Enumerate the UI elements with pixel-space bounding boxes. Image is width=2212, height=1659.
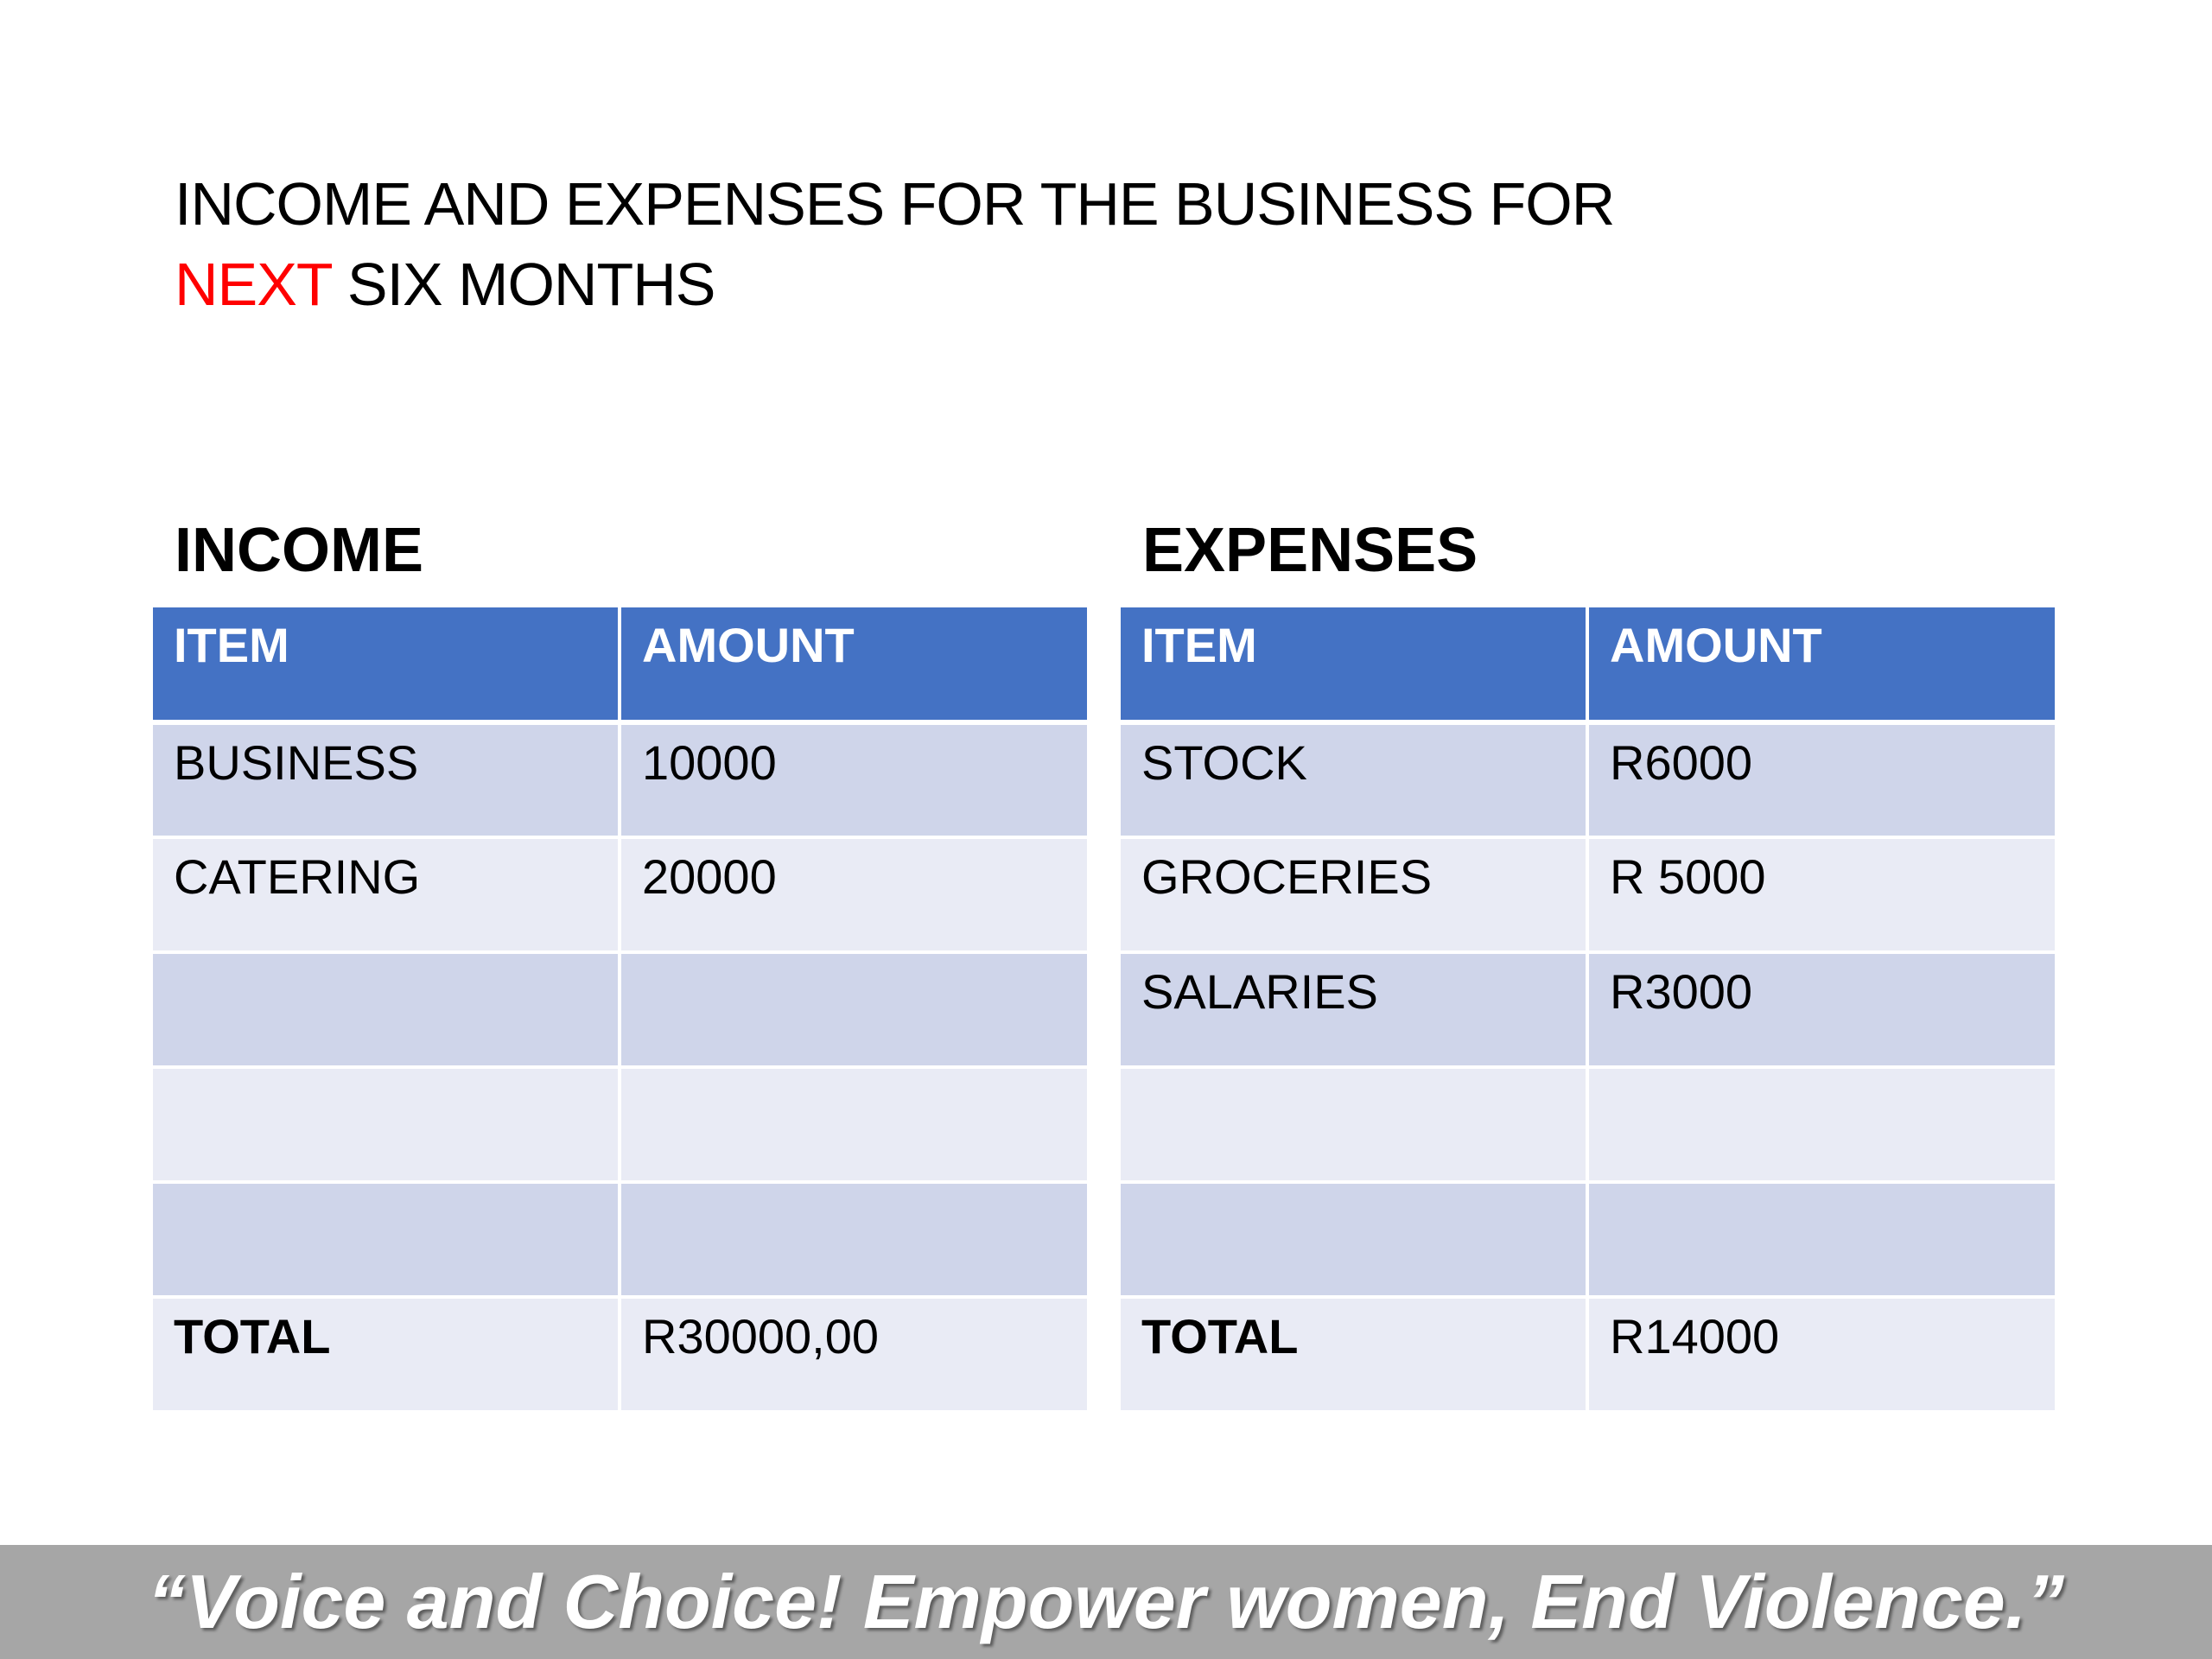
- table-row: [153, 722, 1087, 837]
- slide-title-accent-word: NEXT: [175, 251, 332, 318]
- total-label: TOTAL: [1121, 1297, 1587, 1412]
- item-cell: [153, 952, 620, 1067]
- column-header-amount: AMOUNT: [620, 607, 1087, 722]
- table-row: [1121, 952, 2055, 1067]
- slide-title-line2-rest: SIX MONTHS: [331, 251, 715, 318]
- table-header-row: [1121, 607, 2055, 722]
- amount-cell: [620, 952, 1087, 1067]
- item-cell: [1121, 1067, 1587, 1182]
- income-heading: INCOME: [175, 516, 423, 585]
- amount-cell: [620, 1067, 1087, 1182]
- table-row: [153, 1067, 1087, 1182]
- total-row: [153, 1297, 1087, 1412]
- item-cell: STOCK: [1121, 722, 1587, 837]
- table-header-row: [153, 607, 1087, 722]
- amount-cell: [1587, 1067, 2055, 1182]
- item-cell: BUSINESS: [153, 722, 620, 837]
- column-header-amount: AMOUNT: [1587, 607, 2055, 722]
- item-cell: GROCERIES: [1121, 837, 1587, 952]
- column-header-item: ITEM: [1121, 607, 1587, 722]
- item-cell: SALARIES: [1121, 952, 1587, 1067]
- amount-cell: R3000: [1587, 952, 2055, 1067]
- table-row: [1121, 722, 2055, 837]
- total-row: [1121, 1297, 2055, 1412]
- expenses-heading: EXPENSES: [1142, 516, 1478, 585]
- total-amount: R14000: [1587, 1297, 2055, 1412]
- item-cell: [1121, 1182, 1587, 1297]
- amount-cell: 20000: [620, 837, 1087, 952]
- table-row: [1121, 1182, 2055, 1297]
- amount-cell: [1587, 1182, 2055, 1297]
- total-amount: R30000,00: [620, 1297, 1087, 1412]
- item-cell: [153, 1182, 620, 1297]
- slogan-banner: [0, 1545, 2212, 1659]
- table-row: [153, 952, 1087, 1067]
- amount-cell: 10000: [620, 722, 1087, 837]
- amount-cell: R 5000: [1587, 837, 2055, 952]
- item-cell: [153, 1067, 620, 1182]
- table-row: [1121, 1067, 2055, 1182]
- table-row: [153, 1182, 1087, 1297]
- table-row: [1121, 837, 2055, 952]
- column-header-item: ITEM: [153, 607, 620, 722]
- amount-cell: [620, 1182, 1087, 1297]
- item-cell: CATERING: [153, 837, 620, 952]
- slogan-text: “Voice and Choice! Empower women, End Violence.”: [147, 1559, 2065, 1644]
- income-table: [153, 607, 1087, 1414]
- table-row: [153, 837, 1087, 952]
- slide-title: [175, 164, 1614, 325]
- slide-title-line1: INCOME AND EXPENSES FOR THE BUSINESS FOR: [175, 170, 1615, 238]
- amount-cell: R6000: [1587, 722, 2055, 837]
- expenses-table: [1121, 607, 2055, 1414]
- total-label: TOTAL: [153, 1297, 620, 1412]
